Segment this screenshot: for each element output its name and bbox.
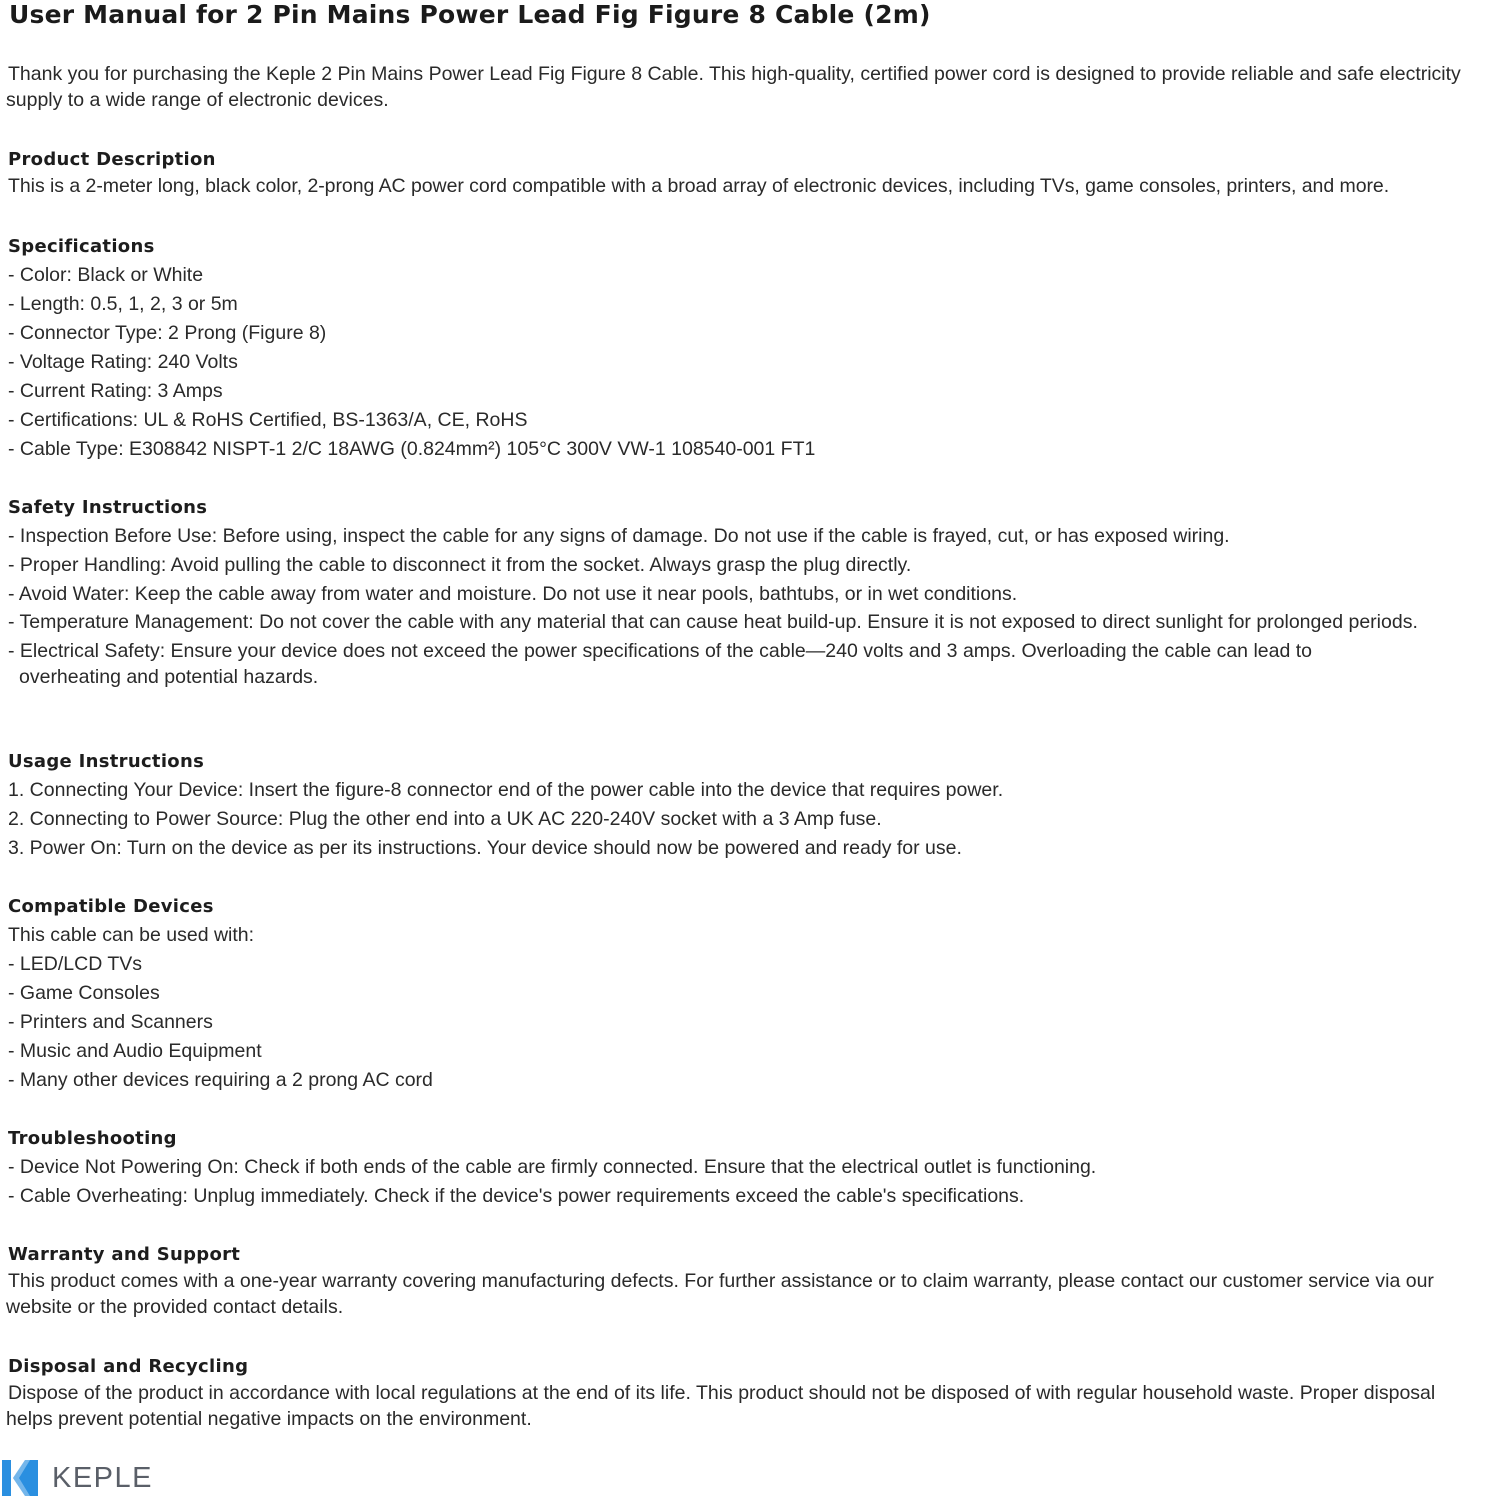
safety-list	[8, 522, 1494, 690]
list-item: - Music and Audio Equipment	[8, 1040, 262, 1062]
brand-logo	[0, 1458, 153, 1498]
page-title: User Manual for 2 Pin Mains Power Lead Fig Figure 8 Cable (2m)	[9, 0, 931, 29]
list-item: - Voltage Rating: 240 Volts	[8, 351, 238, 373]
section-disposal-recycling	[8, 1352, 1494, 1432]
list-item: 1. Connecting Your Device: Insert the figure-8 connector end of the power cable into the device that requires power.	[8, 779, 1004, 801]
troubleshooting-list	[8, 1153, 1494, 1211]
section-heading: Disposal and Recycling	[8, 1356, 249, 1377]
section-heading: Warranty and Support	[8, 1244, 241, 1265]
list-item: - Certifications: UL & RoHS Certified, BS-1363/A, CE, RoHS	[8, 409, 528, 431]
list-item: - Printers and Scanners	[8, 1011, 213, 1033]
section-heading: Troubleshooting	[8, 1128, 177, 1149]
list-item: - Connector Type: 2 Prong (Figure 8)	[8, 322, 327, 344]
section-heading: Specifications	[8, 236, 155, 257]
section-warranty-support	[8, 1240, 1494, 1320]
section-heading: Product Description	[8, 149, 216, 170]
list-item: - Temperature Management: Do not cover the cable with any material that can cause heat build-up. Ensure it is not exposed to direct sunlight for prolonged periods.	[8, 611, 1418, 633]
list-item: - Length: 0.5, 1, 2, 3 or 5m	[8, 293, 238, 315]
section-text: This product comes with a one-year warranty covering manufacturing defects. For further assistance or to claim warranty, please contact our customer service via our website or the provided contact details.	[6, 1270, 1434, 1318]
section-text: Dispose of the product in accordance with local regulations at the end of its life. This product should not be disposed of with regular household waste. Proper disposal helps prevent potential negative impacts on the environment.	[6, 1382, 1436, 1430]
spec-list	[8, 261, 1494, 464]
list-item: - Device Not Powering On: Check if both ends of the cable are firmly connected. Ensure that the electrical outlet is functioning.	[8, 1156, 1097, 1178]
section-heading: Compatible Devices	[8, 896, 214, 917]
list-lead: This cable can be used with:	[8, 924, 255, 946]
list-item: - Color: Black or White	[8, 264, 204, 286]
list-item: - Many other devices requiring a 2 prong AC cord	[8, 1069, 433, 1091]
section-compatible-devices	[8, 892, 1494, 1095]
section-product-description	[8, 145, 1494, 200]
list-item: - LED/LCD TVs	[8, 953, 143, 975]
section-text: This is a 2-meter long, black color, 2-prong AC power cord compatible with a broad array of electronic devices, including TVs, game consoles, printers, and more.	[8, 175, 1390, 197]
list-item: - Cable Type: E308842 NISPT-1 2/C 18AWG (0.824mm²) 105°C 300V VW-1 108540-001 FT1	[8, 438, 816, 460]
list-item: 3. Power On: Turn on the device as per its instructions. Your device should now be powered and ready for use.	[8, 837, 962, 859]
list-item: 2. Connecting to Power Source: Plug the other end into a UK AC 220-240V socket with a 3 Amp fuse.	[8, 808, 882, 830]
list-item: - Proper Handling: Avoid pulling the cable to disconnect it from the socket. Always grasp the plug directly.	[8, 554, 912, 576]
keple-k-logo-icon	[0, 1458, 40, 1498]
section-heading: Usage Instructions	[8, 751, 205, 772]
list-item: - Game Consoles	[8, 982, 160, 1004]
list-item: - Electrical Safety: Ensure your device does not exceed the power specifications of the cable—240 volts and 3 amps. Overloading the cable can lead to overheating and potential hazards.	[8, 640, 1312, 688]
list-item: - Current Rating: 3 Amps	[8, 380, 223, 402]
section-troubleshooting	[8, 1124, 1494, 1211]
list-item: - Cable Overheating: Unplug immediately. Check if the device's power requirements exceed the cable's specifications.	[8, 1185, 1025, 1207]
compatible-list	[8, 921, 1494, 1095]
list-item: - Avoid Water: Keep the cable away from water and moisture. Do not use it near pools, bathtubs, or in wet conditions.	[8, 583, 1018, 605]
section-usage-instructions	[8, 747, 1494, 863]
intro-paragraph: Thank you for purchasing the Keple 2 Pin Mains Power Lead Fig Figure 8 Cable. This high-quality, certified power cord is designed to provide reliable and safe electricity supply to a wide range of electronic devices.	[6, 63, 1461, 111]
section-specifications	[8, 232, 1494, 464]
usage-list	[8, 776, 1494, 863]
brand-name: KEPLE	[52, 1462, 153, 1494]
list-item: - Inspection Before Use: Before using, inspect the cable for any signs of damage. Do not use if the cable is frayed, cut, or has exposed wiring.	[8, 525, 1230, 547]
section-heading: Safety Instructions	[8, 497, 208, 518]
section-safety-instructions	[8, 493, 1494, 694]
